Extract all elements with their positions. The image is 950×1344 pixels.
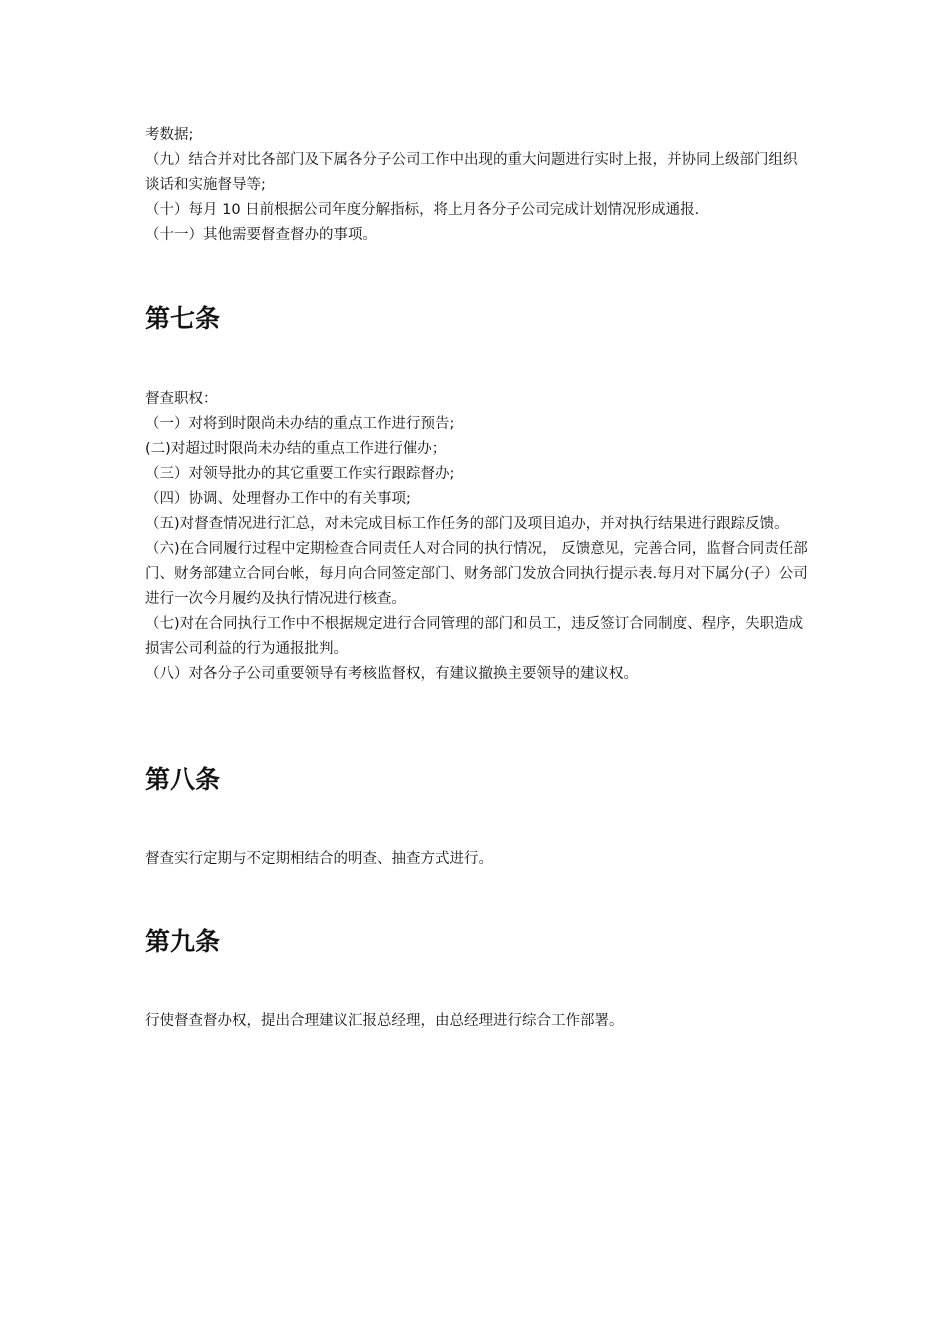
- intro-line: 考数据;: [145, 127, 194, 143]
- article-7-line: （六)在合同履行过程中定期检查合同责任人对合同的执行情况， 反馈意见，完善合同，监督合同责任部门、财务部建立合同台帐，每月向合同签定部门、财务部门发放合同执行提示表.每月对下属分(子）公司进行一次今月履约及执行情况进行核查。: [145, 541, 808, 607]
- article-7-line: （八）对各分子公司重要领导有考核监督权，有建议撤换主要领导的建议权。: [145, 666, 638, 682]
- article-7-heading: 第七条: [145, 304, 221, 333]
- intro-line: （九）结合并对比各部门及下属各分子公司工作中出现的重大问题进行实时上报，并协同上级部门组织谈话和实施督导等;: [145, 152, 798, 193]
- intro-line: （十）每月 10 日前根据公司年度分解指标，将上月各分子公司完成计划情况形成通报.: [145, 202, 700, 218]
- article-9-heading: 第九条: [145, 927, 221, 956]
- article-7-line: （七)对在合同执行工作中不根据规定进行合同管理的部门和员工，违反签订合同制度、程序，失职造成损害公司利益的行为通报批判。: [145, 616, 804, 657]
- article-8-line: 督查实行定期与不定期相结合的明查、抽查方式进行。: [145, 851, 493, 867]
- article-8-heading: 第八条: [145, 765, 221, 794]
- article-8-body: [145, 847, 810, 872]
- article-7-line: （五)对督查情况进行汇总，对未完成目标工作任务的部门及项目追办，并对执行结果进行跟踪反馈。: [145, 516, 789, 532]
- article-9-body: [145, 1009, 810, 1034]
- intro-line: （十一）其他需要督查督办的事项。: [145, 227, 377, 243]
- article-7-line: （四）协调、处理督办工作中的有关事项;: [145, 491, 411, 507]
- article-7-line: （三）对领导批办的其它重要工作实行跟踪督办;: [145, 466, 455, 482]
- article-7-line: (二)对超过时限尚未办结的重点工作进行催办；: [145, 441, 447, 457]
- intro-section: [145, 123, 810, 248]
- article-7-line: （一）对将到时限尚未办结的重点工作进行预告;: [145, 416, 455, 432]
- article-7-body: [145, 387, 810, 687]
- article-7-line: 督查职权：: [145, 391, 218, 407]
- article-9-line: 行使督查督办权，提出合理建议汇报总经理，由总经理进行综合工作部署。: [145, 1013, 624, 1029]
